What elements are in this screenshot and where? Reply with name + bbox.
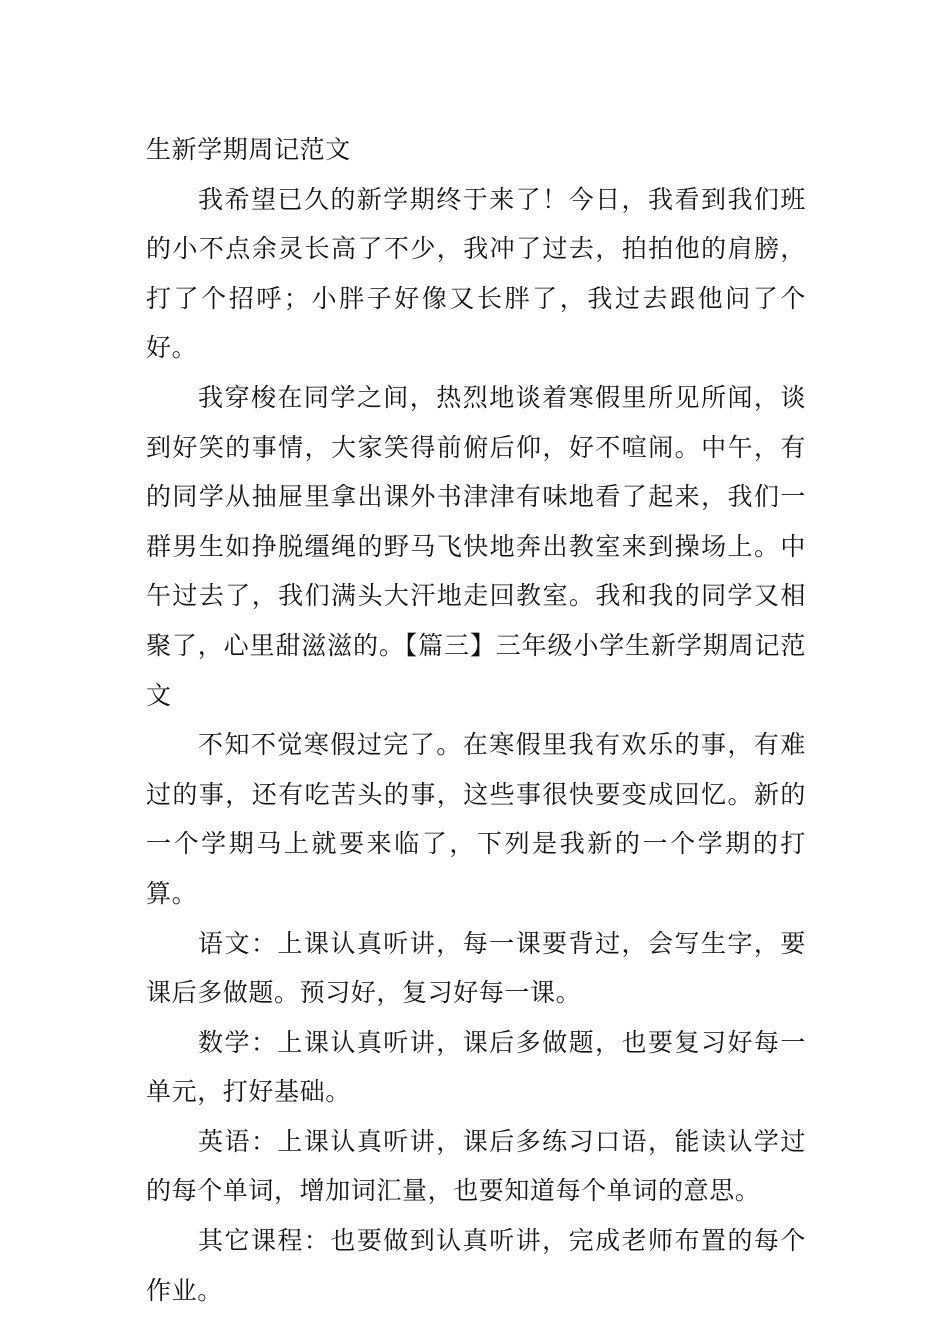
document-body (146, 125, 806, 1315)
paragraph-3: 不知不觉寒假过完了。在寒假里我有欢乐的事，有难过的事，还有吃苦头的事，这些事很快要变成回忆。新的一个学期马上就要来临了，下列是我新的一个学期的打算。 (146, 730, 806, 908)
paragraph-math-plan: 数学：上课认真听讲，课后多做题，也要复习好每一单元，打好基础。 (146, 1027, 806, 1107)
paragraph-english-plan: 英语：上课认真听讲，课后多练习口语，能读认学过的每个单词，增加词汇量，也要知道每个单词的意思。 (146, 1126, 806, 1206)
paragraph-2: 我穿梭在同学之间，热烈地谈着寒假里所见所闻，谈到好笑的事情，大家笑得前俯后仰，好不喧闹。中午，有的同学从抽屉里拿出课外书津津有味地看了起来，我们一群男生如挣脱缰绳的野马飞快地奔出教室来到操场上。中午过去了，我们满头大汗地走回教室。我和我的同学又相聚了，心里甜滋滋的。【篇三】三年级小学生新学期周记范文 (146, 382, 806, 710)
paragraph-chinese-plan: 语文：上课认真听讲，每一课要背过，会写生字，要课后多做题。预习好，复习好每一课。 (146, 928, 806, 1008)
paragraph-title-fragment: 生新学期周记范文 (146, 135, 351, 164)
paragraph-1: 我希望已久的新学期终于来了！今日，我看到我们班的小不点余灵长高了不少，我冲了过去，拍拍他的肩膀，打了个招呼；小胖子好像又长胖了，我过去跟他问了个好。 (146, 184, 806, 363)
paragraph-other-plan: 其它课程：也要做到认真听讲，完成老师布置的每个作业。 (146, 1226, 806, 1305)
